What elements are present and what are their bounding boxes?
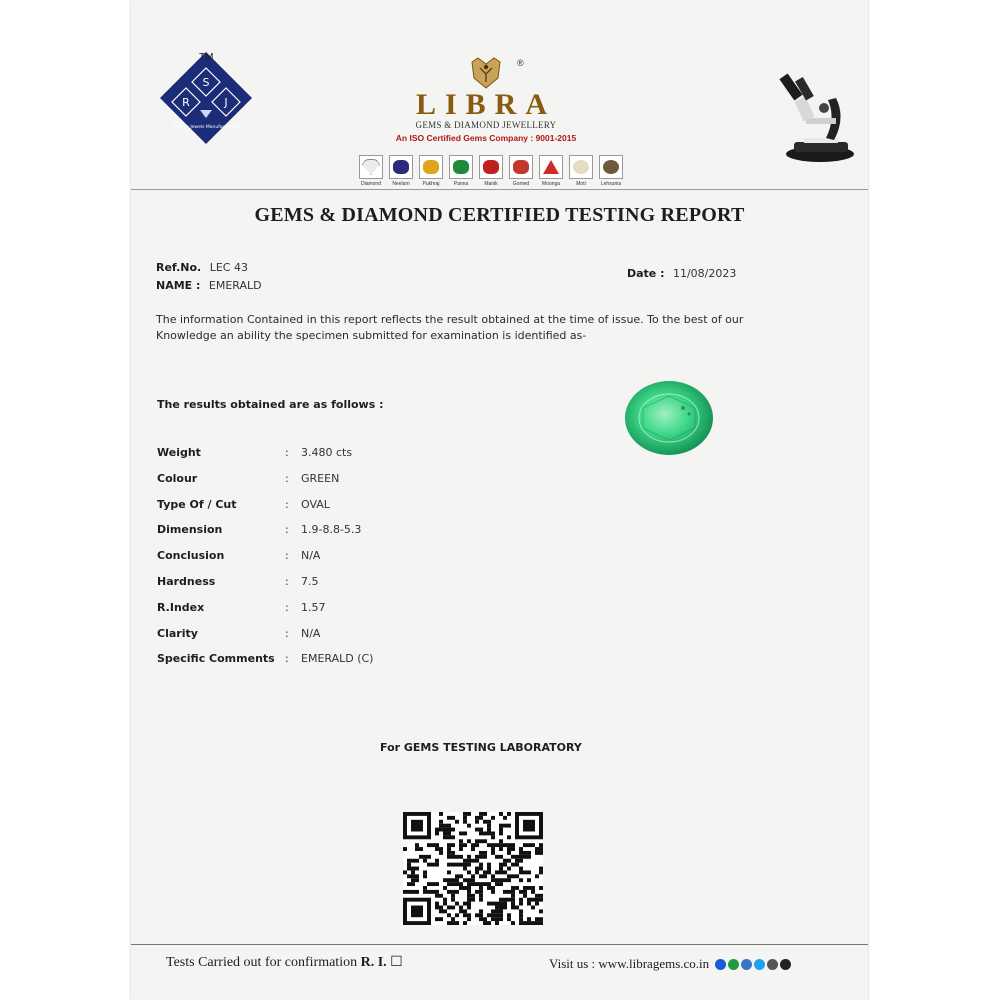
trademark-mark: TM bbox=[199, 52, 214, 63]
certificate-paper bbox=[131, 0, 868, 1000]
gem-item bbox=[598, 155, 624, 187]
social-icon[interactable] bbox=[767, 959, 778, 970]
gem-label: Gomed bbox=[512, 181, 530, 187]
field-label: Type Of / Cut bbox=[157, 497, 237, 511]
field-value: EMERALD (C) bbox=[301, 652, 374, 666]
name-line bbox=[156, 276, 262, 294]
svg-text:R: R bbox=[182, 96, 190, 109]
field-label: Clarity bbox=[157, 626, 198, 640]
date-value: 11/08/2023 bbox=[672, 267, 737, 280]
gem-label: Manik bbox=[484, 181, 498, 187]
social-icon[interactable] bbox=[728, 959, 739, 970]
checkbox-icon: ☐ bbox=[390, 955, 403, 970]
field-colon: : bbox=[285, 523, 289, 537]
gem-label: Lehsunia bbox=[600, 181, 622, 187]
ruby-icon bbox=[479, 155, 503, 179]
name-value: EMERALD bbox=[208, 279, 262, 292]
cats-eye-icon bbox=[599, 155, 623, 179]
social-icon[interactable] bbox=[780, 959, 791, 970]
social-icon[interactable] bbox=[741, 959, 752, 970]
results-heading: The results obtained are as follows : bbox=[157, 398, 384, 411]
registered-mark: ® bbox=[517, 58, 524, 68]
gem-item bbox=[418, 155, 444, 187]
field-label: Colour bbox=[157, 471, 198, 485]
hessonite-icon bbox=[509, 155, 533, 179]
field-value: 1.57 bbox=[301, 600, 326, 614]
field-label: Hardness bbox=[157, 575, 216, 588]
field-colon: : bbox=[285, 652, 289, 666]
header-divider bbox=[131, 189, 868, 190]
gem-item bbox=[478, 155, 504, 187]
field-colon: : bbox=[285, 626, 289, 640]
field-colon: : bbox=[285, 471, 289, 485]
svg-text:Remus Jewels Manufacturers: Remus Jewels Manufacturers bbox=[173, 125, 239, 130]
gem-strip bbox=[358, 155, 624, 187]
libra-logo bbox=[351, 56, 621, 143]
gem-label: Panna bbox=[453, 181, 469, 187]
footer-visit bbox=[549, 956, 791, 972]
field-colon: : bbox=[285, 446, 289, 459]
intro-paragraph bbox=[156, 312, 796, 344]
gem-item bbox=[568, 155, 594, 187]
yellow-sapphire-icon bbox=[419, 155, 443, 179]
microscope-icon bbox=[776, 68, 856, 168]
diamond-icon bbox=[359, 155, 383, 179]
social-icon[interactable] bbox=[715, 959, 726, 970]
gem-label: Moonga bbox=[541, 181, 561, 187]
field-label: Conclusion bbox=[157, 549, 225, 563]
ref-label: Ref.No. bbox=[156, 261, 202, 274]
field-value: N/A bbox=[301, 549, 321, 563]
field-value: 7.5 bbox=[301, 575, 319, 588]
gem-label: Moti bbox=[576, 181, 586, 187]
iso-line: An ISO Certified Gems Company : 9001-2015 bbox=[395, 133, 577, 143]
field-label: Dimension bbox=[157, 523, 223, 537]
libra-subtitle: GEMS & DIAMOND JEWELLERY bbox=[415, 120, 557, 130]
svg-text:J: J bbox=[224, 96, 228, 109]
gem-label: Diamond bbox=[360, 181, 381, 187]
gem-label: Neelam bbox=[392, 181, 410, 187]
field-label: Specific Comments bbox=[157, 652, 275, 666]
field-label: Weight bbox=[157, 446, 201, 459]
emerald-gem-image bbox=[623, 378, 715, 458]
field-value: 1.9-8.8-5.3 bbox=[301, 523, 362, 537]
visit-text: Visit us : www.libragems.co.in bbox=[549, 956, 710, 971]
coral-icon bbox=[539, 155, 563, 179]
field-colon: : bbox=[285, 549, 289, 563]
report-title: GEMS & DIAMOND CERTIFIED TESTING REPORT bbox=[254, 204, 745, 226]
qr-code bbox=[403, 812, 543, 925]
pearl-icon bbox=[569, 155, 593, 179]
svg-text:S: S bbox=[202, 76, 210, 89]
libra-wordmark: LIBRA bbox=[415, 88, 557, 121]
social-icons bbox=[715, 959, 791, 970]
emerald-icon bbox=[449, 155, 473, 179]
field-value: 3.480 cts bbox=[301, 446, 353, 459]
date-line bbox=[627, 264, 736, 282]
field-label: R.Index bbox=[157, 600, 205, 614]
tests-method: R. I. bbox=[360, 955, 387, 970]
field-value: N/A bbox=[301, 626, 321, 640]
tests-text: Tests Carried out for confirmation bbox=[166, 955, 358, 970]
ref-line bbox=[156, 258, 248, 276]
date-label: Date : bbox=[627, 267, 665, 280]
social-icon[interactable] bbox=[754, 959, 765, 970]
field-value: OVAL bbox=[301, 497, 330, 511]
crest-icon bbox=[466, 56, 506, 90]
footer-divider bbox=[131, 944, 868, 945]
intro-line-2: Knowledge an ability the specimen submitted for examination is identified as- bbox=[156, 329, 587, 342]
footer-tests bbox=[166, 954, 403, 971]
srj-logo bbox=[156, 48, 256, 148]
field-colon: : bbox=[285, 497, 289, 511]
gem-item bbox=[508, 155, 534, 187]
intro-line-1: The information Contained in this report reflects the result obtained at the time of issue. To the best of our bbox=[156, 313, 744, 326]
gem-item bbox=[388, 155, 414, 187]
field-value: GREEN bbox=[301, 471, 340, 485]
gem-label: Pukhraj bbox=[422, 181, 440, 187]
field-colon: : bbox=[285, 600, 289, 614]
signoff-text: For GEMS TESTING LABORATORY bbox=[380, 741, 582, 754]
gem-item bbox=[448, 155, 474, 187]
blue-sapphire-icon bbox=[389, 155, 413, 179]
field-colon: : bbox=[285, 575, 289, 588]
gem-item bbox=[538, 155, 564, 187]
ref-value: LEC 43 bbox=[209, 261, 248, 274]
name-label: NAME : bbox=[156, 279, 201, 292]
gem-item bbox=[358, 155, 384, 187]
